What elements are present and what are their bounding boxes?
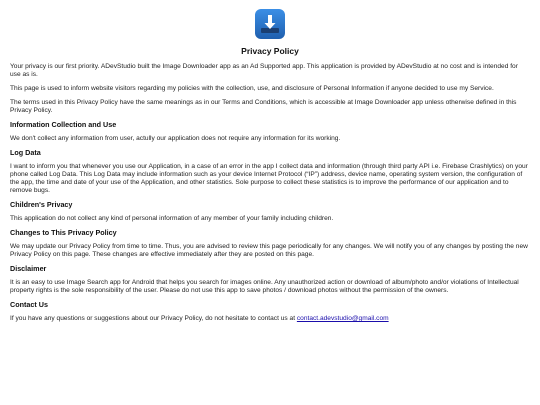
section-body-disclaimer: It is an easy to use Image Search app for Android that helps you search for images online. Any unauthorized action or download of album/photo and/or violations of Intellectual property rights is the sole responsibility of the user. Please do not use this app to save photos / download photos without the permission of the owners. — [10, 279, 519, 294]
section-body-log-data: I want to inform you that whenever you use our Application, in a case of an error in the app I collect data and information (through third party API i.e. Firebase Crashlytics) on your phone called Log Data. This Log Data may include information such as your device Internet Protocol (“IP”) address, device name, operating system version, the configuration of the app, the time and date of your use of the Application, and other statistics. Sole purpose to collect these statistics is to improve the performance of our application and to remove bugs. — [10, 163, 528, 194]
page-title: Privacy Policy — [241, 46, 299, 56]
intro-paragraph: Your privacy is our first priority. ADevStudio built the Image Downloader app as an Ad Supported app. This application is provided by ADevStudio at no cost and is intended for use as is. — [10, 63, 518, 78]
section-heading-disclaimer: Disclaimer — [10, 264, 47, 273]
policy-content — [10, 63, 530, 329]
contact-email-link[interactable]: contact.adevstudio@gmail.com — [296, 315, 389, 322]
section-body-contact-us — [10, 315, 530, 323]
section-heading-log-data: Log Data — [10, 148, 41, 157]
section-body-childrens-privacy: This application do not collect any kind of personal information of any member of your family including children. — [10, 215, 334, 222]
section-heading-information-collection: Information Collection and Use — [10, 120, 117, 129]
section-body-changes: We may update our Privacy Policy from time to time. Thus, you are advised to review this page periodically for any changes. We will notify you of any changes by posting the new Privacy Policy on this page. These changes are effective immediately after they are posted on this page. — [10, 243, 528, 258]
usage-paragraph: This page is used to inform website visitors regarding my policies with the collection, use, and disclosure of Personal Information if anyone decided to use my Service. — [10, 85, 494, 92]
terms-paragraph: The terms used in this Privacy Policy have the same meanings as in our Terms and Conditions, which is accessible at Image Downloader app unless otherwise defined in this Privacy Policy. — [10, 99, 517, 114]
section-heading-changes: Changes to This Privacy Policy — [10, 228, 117, 237]
section-heading-childrens-privacy: Children's Privacy — [10, 200, 73, 209]
download-icon — [255, 9, 285, 39]
section-heading-contact-us: Contact Us — [10, 300, 48, 309]
section-body-information-collection: We don't collect any information from user, actully our application does not require any information for its working. — [10, 135, 341, 142]
app-logo — [255, 9, 285, 39]
contact-text: If you have any questions or suggestions about our Privacy Policy, do not hesitate to contact us at — [10, 315, 297, 322]
